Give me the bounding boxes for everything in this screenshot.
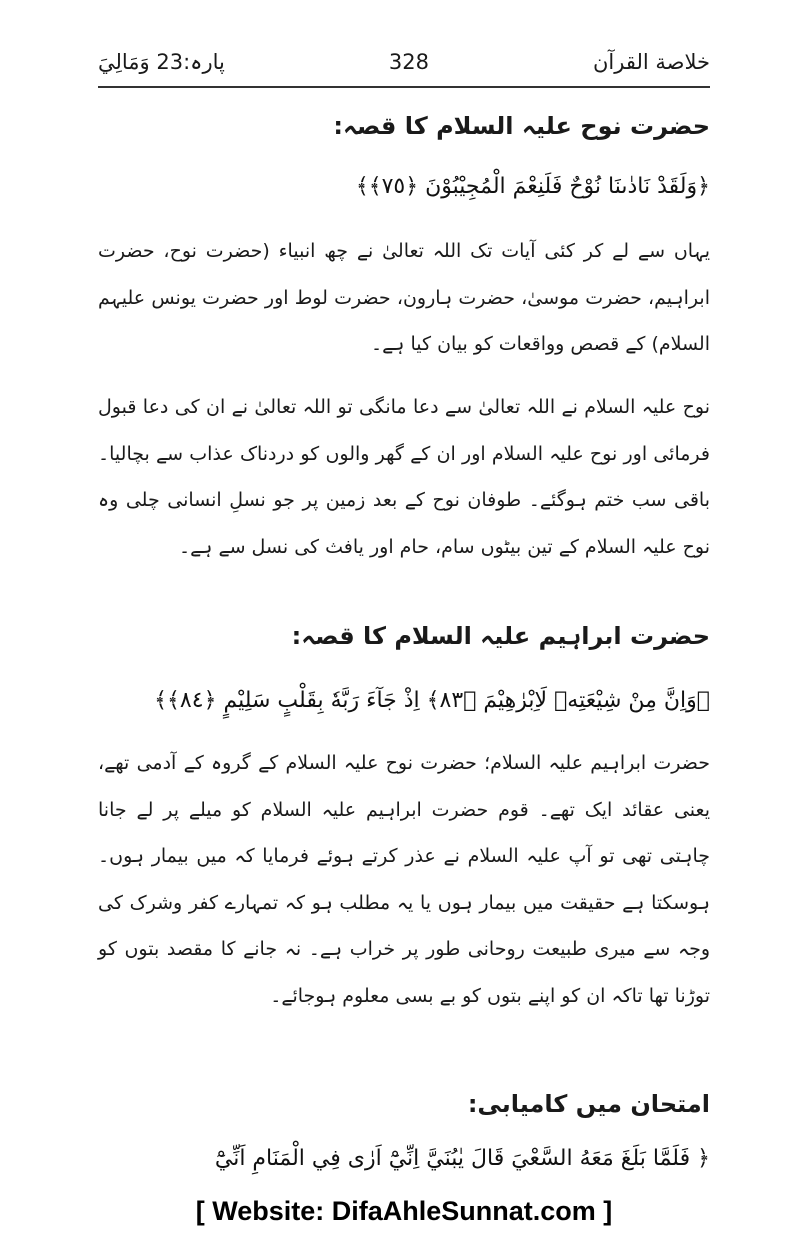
section-heading-exam: امتحان میں کامیابی:: [467, 1090, 710, 1118]
page-number: 328: [388, 50, 429, 74]
paragraph-noah-story: نوح علیہ السلام نے اللہ تعالیٰ سے دعا مانگی تو اللہ تعالیٰ نے ان کی دعا قبول فرمائی اور نوح علیہ السلام اور ان کے گھر والوں کو دردناک عذاب سے بچالیا۔ باقی سب ختم ہوگئے۔ طوفان نوح کے بعد زمین پر جو نسلِ انسانی چلی وہ نوح علیہ السلام کے تین بیٹوں سام، حام اور یافث کی نسل سے ہے۔: [98, 396, 710, 558]
header-divider: [98, 86, 710, 88]
ayah-noah: ﴿وَلَقَدْ نَادٰىنَا نُوْحٌ فَلَنِعْمَ الْمُجِيْبُوْنَ ﴿٧٥﴾﴾: [355, 174, 710, 199]
website-watermark: [ Website: DifaAhleSunnat.com ]: [195, 1196, 613, 1226]
section-heading-noah: حضرت نوح علیہ السلام کا قصہ:: [333, 112, 710, 140]
section-heading-ibrahim: حضرت ابراہیم علیہ السلام کا قصہ:: [291, 622, 710, 650]
paragraph-ibrahim: حضرت ابراہیم علیہ السلام؛ حضرت نوح علیہ السلام کے گروہ کے آدمی تھے، یعنی عقائد ایک تھے۔ قوم حضرت ابراہیم علیہ السلام کو میلے پر لے جانا چاہتی تھی تو آپ علیہ السلام نے عذر کرتے ہوئے فرمایا کہ میں بیمار ہوں۔ ہوسکتا ہے حقیقت میں بیمار ہوں یا یہ مطلب ہو کہ تمہارے کفر وشرک کی وجہ سے میری طبیعت روحانی طور پر خراب ہے۔ نہ جانے کا مقصد بتوں کو توڑنا تھا تاکہ ان کو اپنے بتوں کو بے بسی معلوم ہوجائے۔: [98, 752, 710, 1007]
book-title: خلاصة القرآن: [593, 50, 710, 74]
page-header: [98, 40, 710, 84]
ayah-ibrahim: ﴿وَاِنَّ مِنْ شِيْعَتِهٖ لَاِبْرٰهِيْمَ ﴿٨٣﴾ اِذْ جَآءَ رَبَّهٗ بِقَلْبٍ سَلِيْمٍ ﴿٨٤﴾﴾: [154, 688, 710, 713]
para-label: پارہ:23 وَمَالِيَ: [98, 50, 225, 74]
paragraph-noah-intro: یہاں سے لے کر کئی آیات تک اللہ تعالیٰ نے چھ انبیاء (حضرت نوح، حضرت ابراہیم، حضرت موسیٰ، حضرت ہارون، حضرت لوط اور حضرت یونس علیہم السلام) کے قصص وواقعات کو بیان کیا ہے۔: [98, 240, 710, 355]
ayah-exam: ﴿ فَلَمَّا بَلَغَ مَعَهُ السَّعْيَ قَالَ يٰبُنَيَّ اِنِّيْٓ اَرٰى فِي الْمَنَامِ اَنِّيْٓ: [214, 1146, 710, 1171]
